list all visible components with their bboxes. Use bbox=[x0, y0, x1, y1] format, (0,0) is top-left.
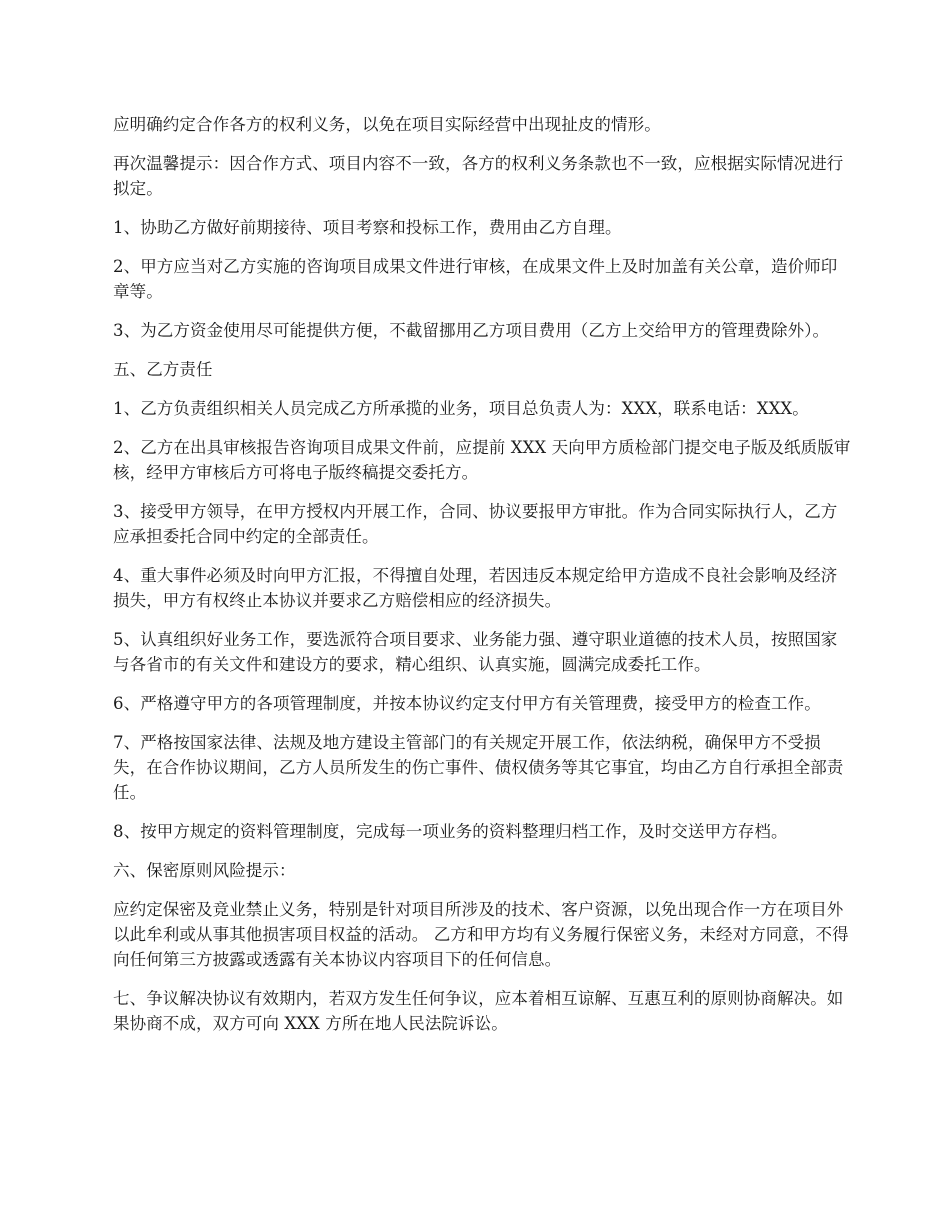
paragraph-reminder: 再次温馨提示：因合作方式、项目内容不一致，各方的权利义务条款也不一致，应根据实际情况进行拟定。 bbox=[113, 154, 844, 198]
paragraph-party-b-item-5: 5、认真组织好业务工作，要选派符合项目要求、业务能力强、遵守职业道德的技术人员，按照国家与各省市的有关文件和建设方的要求，精心组织、认真实施，圆满完成委托工作。 bbox=[113, 630, 838, 674]
paragraph-party-b-item-1: 1、乙方负责组织相关人员完成乙方所承揽的业务，项目总负责人为：XXX，联系电话：XXX。 bbox=[113, 399, 809, 418]
paragraph-party-a-item-1: 1、协助乙方做好前期接待、项目考察和投标工作，费用由乙方自理。 bbox=[113, 218, 622, 237]
paragraph-confidentiality: 应约定保密及竞业禁止义务，特别是针对项目所涉及的技术、客户资源，以免出现合作一方在项目外以此牟利或从事其他损害项目权益的活动。 乙方和甲方均有义务履行保密义务，未经对方同意，不得向任何第三方披露或透露有关本协议内容项目下的任何信息。 bbox=[113, 900, 849, 969]
paragraph-party-b-item-7: 7、严格按国家法律、法规及地方建设主管部门的有关规定开展工作，依法纳税，确保甲方不受损失，在合作协议期间，乙方人员所发生的伤亡事件、债权债务等其它事宜，均由乙方自行承担全部责任。 bbox=[113, 733, 844, 802]
section-heading-confidentiality: 六、保密原则风险提示： bbox=[113, 861, 296, 880]
paragraph-party-b-item-8: 8、按甲方规定的资料管理制度，完成每一项业务的资料整理归档工作，及时交送甲方存档。 bbox=[113, 822, 788, 841]
paragraph-party-a-item-3: 3、为乙方资金使用尽可能提供方便，不截留挪用乙方项目费用（乙方上交给甲方的管理费除外）。 bbox=[113, 321, 830, 340]
paragraph-party-b-item-4: 4、重大事件必须及时向甲方汇报，不得擅自处理，若因违反本规定给甲方造成不良社会影响及经济损失，甲方有权终止本协议并要求乙方赔偿相应的经济损失。 bbox=[113, 566, 838, 610]
paragraph-party-b-item-6: 6、严格遵守甲方的各项管理制度，并按本协议约定支付甲方有关管理费，接受甲方的检查工作。 bbox=[113, 694, 821, 713]
section-heading-party-b: 五、乙方责任 bbox=[113, 360, 213, 379]
paragraph-intro: 应明确约定合作各方的权利义务，以免在项目实际经营中出现扯皮的情形。 bbox=[113, 115, 661, 134]
paragraph-party-a-item-2: 2、甲方应当对乙方实施的咨询项目成果文件进行审核，在成果文件上及时加盖有关公章，造价师印章等。 bbox=[113, 257, 838, 301]
paragraph-party-b-item-3: 3、接受甲方领导，在甲方授权内开展工作，合同、协议要报甲方审批。作为合同实际执行人，乙方应承担委托合同中约定的全部责任。 bbox=[113, 502, 838, 546]
paragraph-party-b-item-2: 2、乙方在出具审核报告咨询项目成果文件前，应提前 XXX 天向甲方质检部门提交电子版及纸质版审核，经甲方审核后方可将电子版终稿提交委托方。 bbox=[113, 438, 851, 482]
paragraph-dispute-resolution: 七、争议解决协议有效期内，若双方发生任何争议，应本着相互谅解、互惠互利的原则协商解决。如果协商不成，双方可向 XXX 方所在地人民法院诉讼。 bbox=[113, 989, 844, 1033]
document-body bbox=[113, 112, 853, 1050]
